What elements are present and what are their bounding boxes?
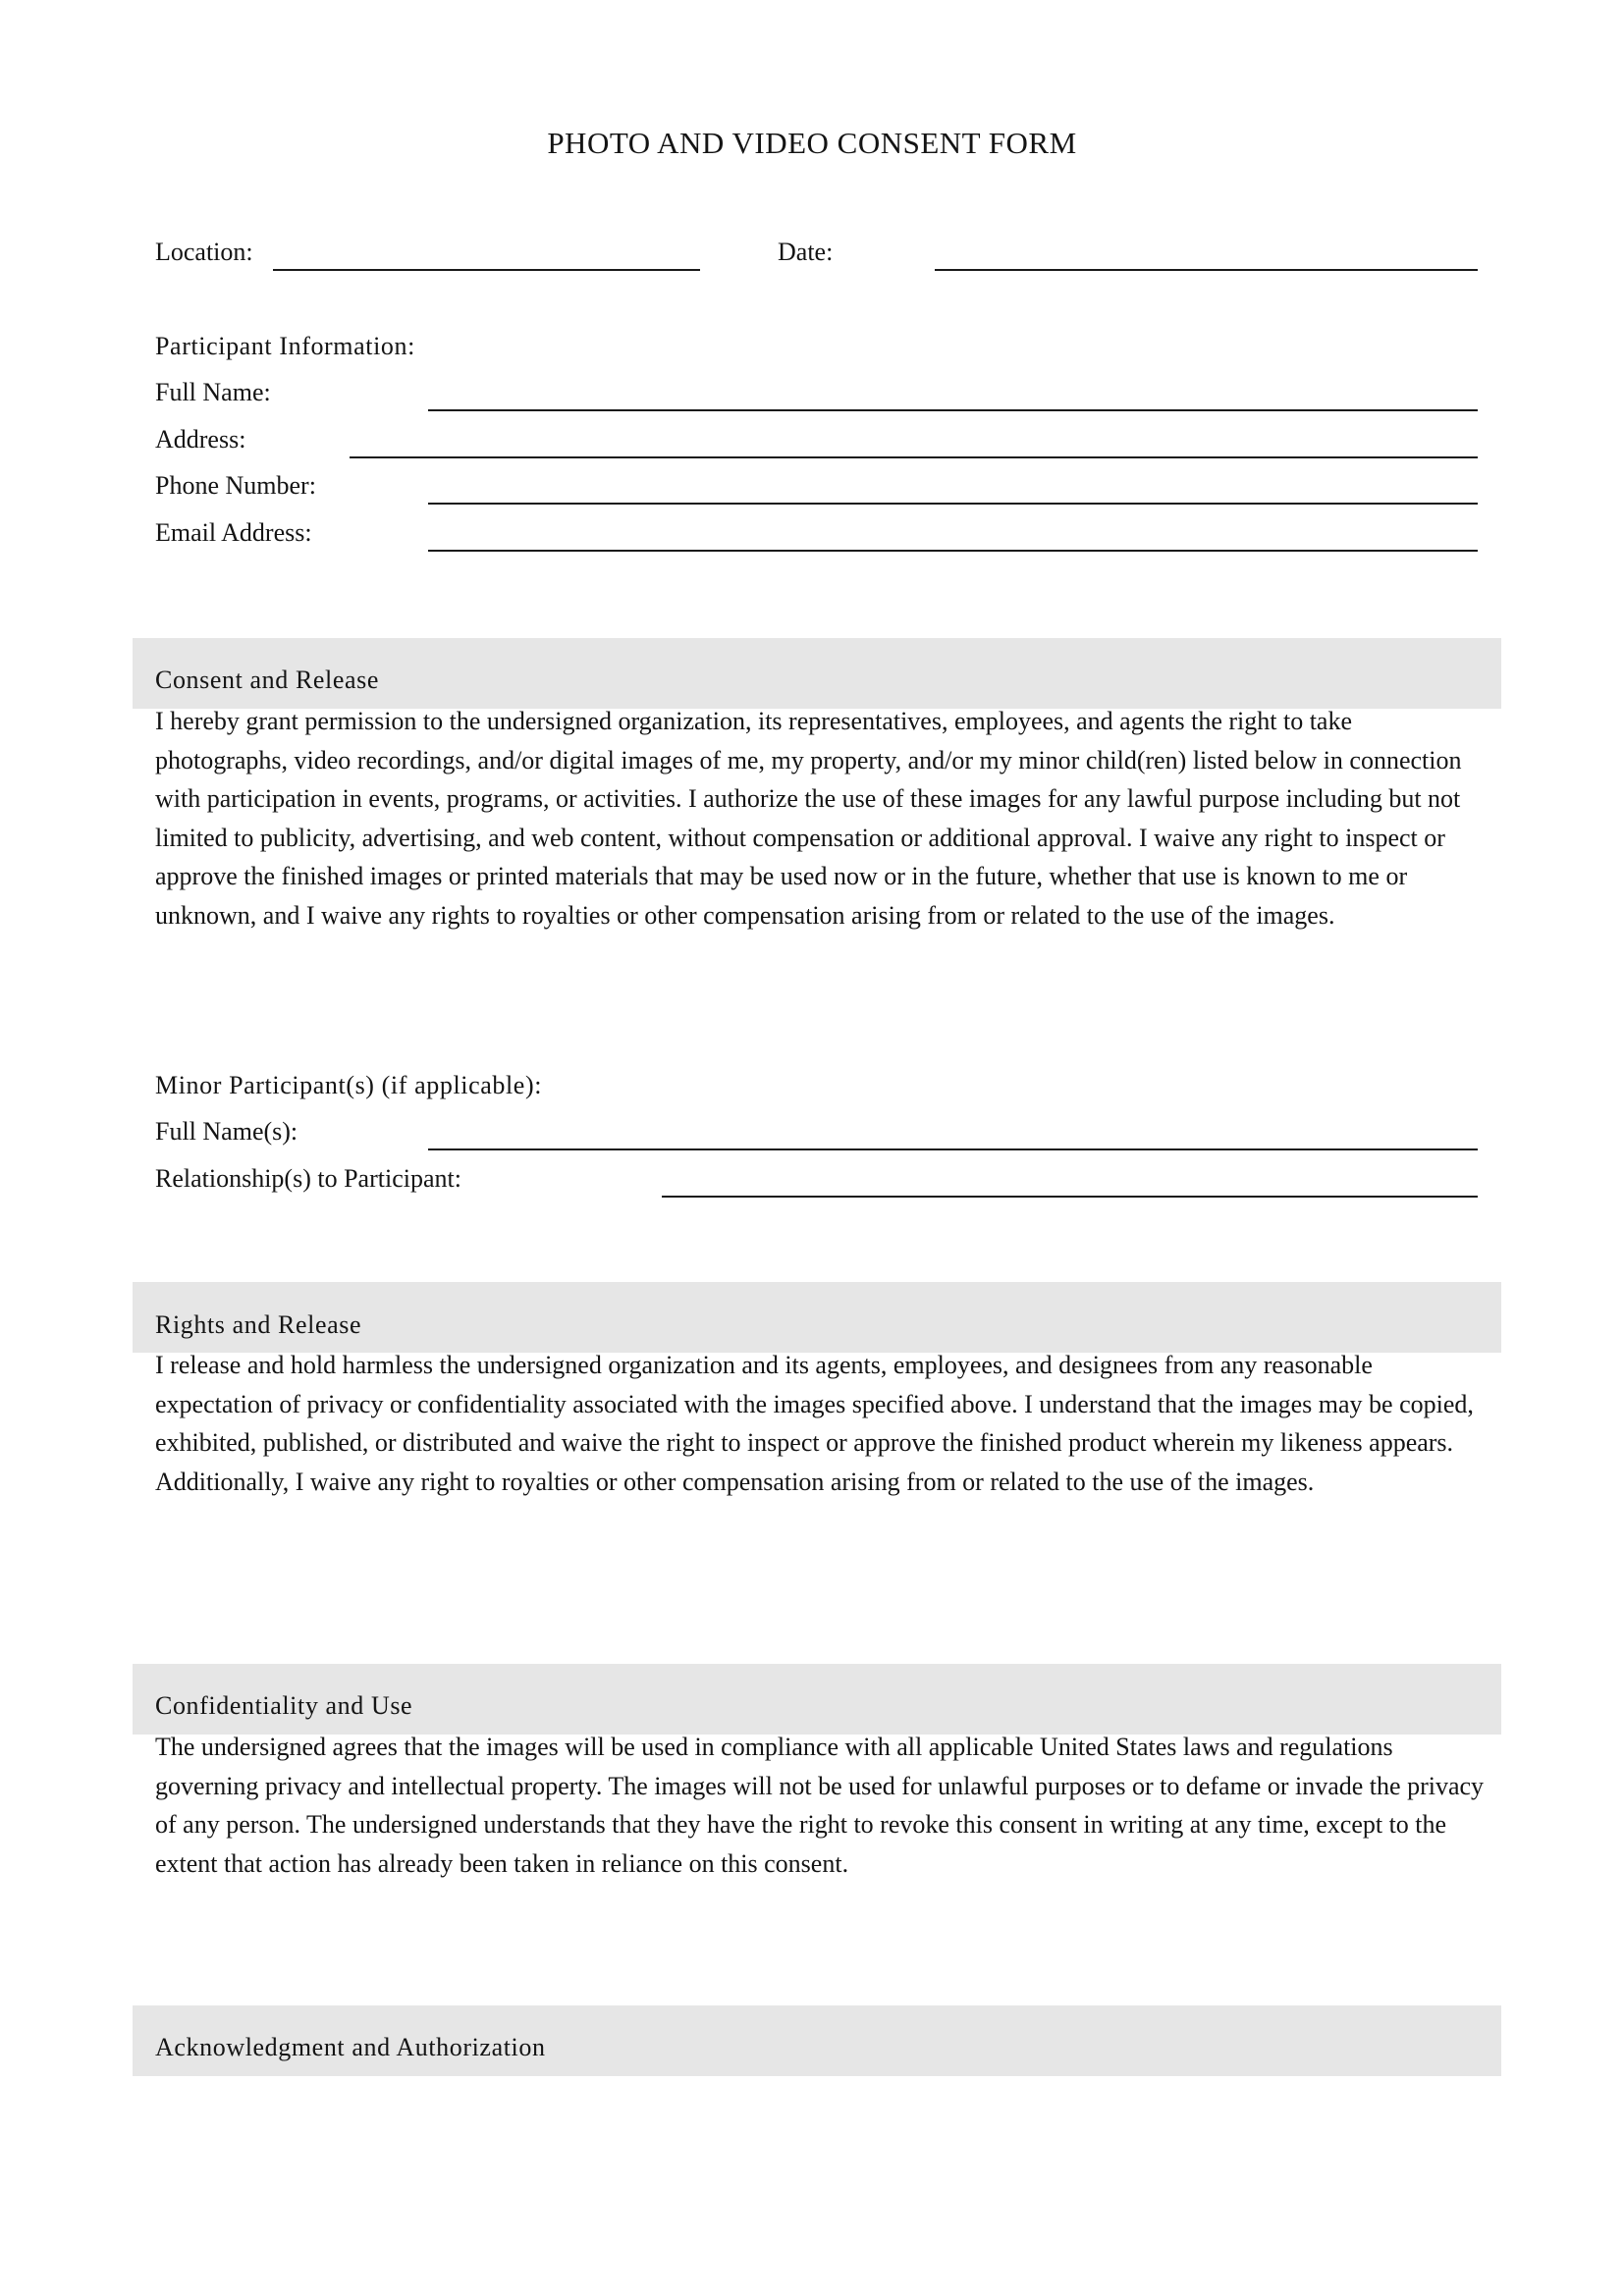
relationship-field[interactable] xyxy=(662,1196,1478,1198)
form-title: PHOTO AND VIDEO CONSENT FORM xyxy=(547,126,1077,160)
location-field[interactable] xyxy=(273,269,700,271)
date-label: Date: xyxy=(778,238,834,266)
relationship-label: Relationship(s) to Participant: xyxy=(155,1164,461,1193)
email-label: Email Address: xyxy=(155,518,312,547)
rights-text: I release and hold harmless the undersigned organization and its agents, employees, and designees from any reasonable expectation of privacy or confidentiality associated with the images specified above. I understand that the images may be copied, exhibited, published, or distributed and waive the right to inspect or approve the finished product wherein my likeness appears. Additionally, I waive any right to royalties or other compensation arising from or related to the use of the images. xyxy=(155,1351,1474,1496)
rights-heading: Rights and Release xyxy=(155,1310,362,1339)
participant-heading: Participant Information: xyxy=(155,332,415,360)
date-field[interactable] xyxy=(935,269,1478,271)
acknowledgment-heading: Acknowledgment and Authorization xyxy=(155,2033,546,2061)
consent-heading: Consent and Release xyxy=(155,666,380,694)
confidentiality-heading: Confidentiality and Use xyxy=(155,1691,413,1720)
address-label: Address: xyxy=(155,425,246,454)
full-name-field[interactable] xyxy=(428,409,1478,411)
email-field[interactable] xyxy=(428,550,1478,552)
full-name-label: Full Name: xyxy=(155,378,271,406)
location-label: Location: xyxy=(155,238,253,266)
minor-full-names-field[interactable] xyxy=(428,1148,1478,1150)
consent-text: I hereby grant permission to the undersigned organization, its representatives, employees, and agents the right to take photographs, video recordings, and/or digital images of me, my property, and/or my minor child(ren) listed below in connection with participation in events, programs, or activities. I authorize the use of these images for any lawful purpose including but not limited to publicity, advertising, and web content, without compensation or additional approval. I waive any right to inspect or approve the finished images or printed materials that may be used now or in the future, whether that use is known to me or unknown, and I waive any rights to royalties or other compensation arising from or related to the use of the images. xyxy=(155,707,1462,930)
minor-full-names-label: Full Name(s): xyxy=(155,1117,298,1146)
minor-heading: Minor Participant(s) (if applicable): xyxy=(155,1071,543,1099)
phone-field[interactable] xyxy=(428,503,1478,505)
confidentiality-text: The undersigned agrees that the images will be used in compliance with all applicable United States laws and regulations governing privacy and intellectual property. The images will not be used for unlawful purposes or to defame or invade the privacy of any person. The undersigned understands that they have the right to revoke this consent in writing at any time, except to the extent that action has already been taken in reliance on this consent. xyxy=(155,1733,1485,1878)
phone-label: Phone Number: xyxy=(155,471,316,500)
address-field[interactable] xyxy=(350,456,1478,458)
